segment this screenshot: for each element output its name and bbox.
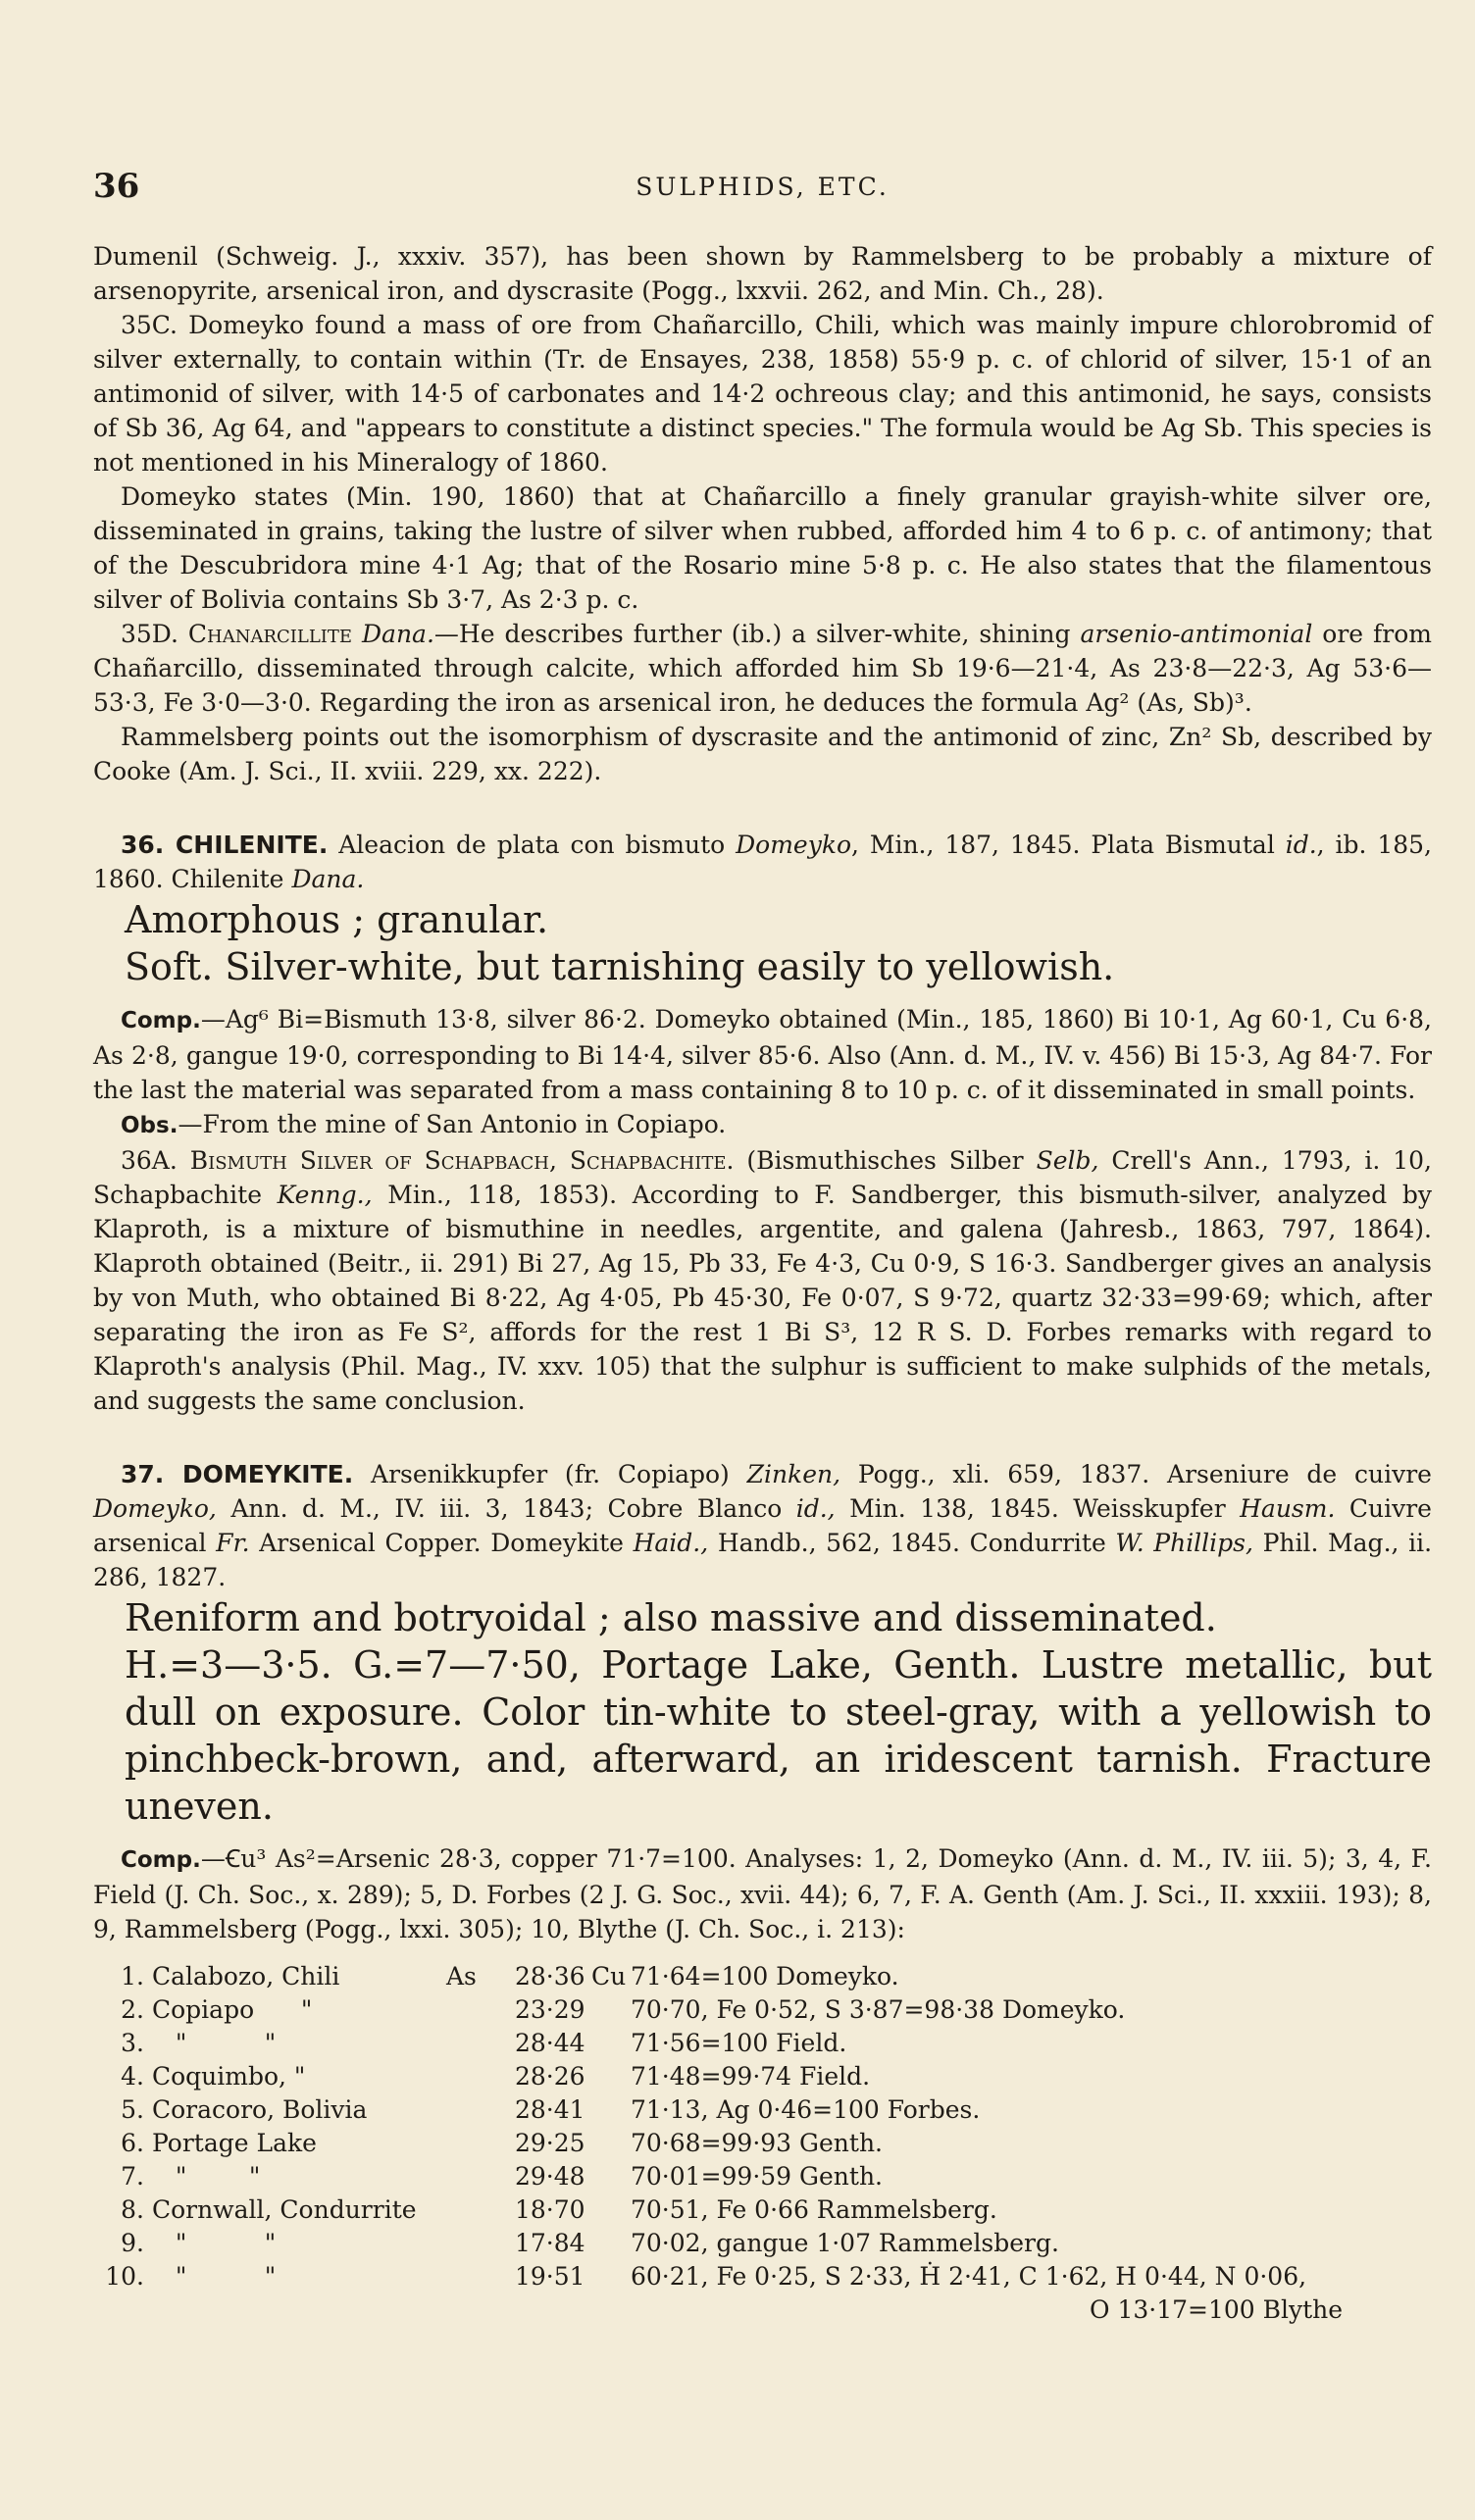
domeykite-composition bbox=[93, 1841, 1432, 1946]
chilenite-observations bbox=[93, 1107, 1432, 1143]
element-label bbox=[591, 2227, 631, 2260]
paragraph-35c: 35C. Domeyko found a mass of ore from Chañarcillo, Chili, which was mainly impure chlorobromid of silver externally, to contain within (Tr. de Ensayes, 238, 1858) 55·9 p. c. of chlorid of silver, 15·1 of an antimonid of silver, with 14·5 of carbonates and 14·2 ochreous clay; and this antimonid, he says, consists of Sb 36, Ag 64, and "appears to constitute a distinct species." The formula would be Ag Sb. This species is not mentioned in his Mineralogy of 1860. bbox=[93, 311, 1432, 477]
analysis-locality: Coracoro, Bolivia bbox=[152, 2095, 368, 2124]
arsenic-value: 23·29 bbox=[515, 1995, 585, 2024]
element-label: Cu bbox=[591, 1962, 627, 1991]
element-label bbox=[591, 2127, 631, 2160]
synonym-text: , ib. 185, 1860. Chilenite bbox=[93, 831, 1432, 893]
description-line: Soft. Silver-white, but tarnishing easily to yellowish. bbox=[125, 945, 1115, 988]
page-header bbox=[93, 167, 1432, 206]
analysis-locality: Cornwall, Condurrite bbox=[152, 2195, 417, 2224]
arsenic-value: 29·48 bbox=[515, 2162, 585, 2191]
mineral-name: Bismuth Silver of Schapbach, Schapbachite. bbox=[189, 1146, 735, 1175]
synonym-text: , Min., 187, 1845. Plata Bismutal bbox=[851, 831, 1275, 859]
paragraph-domeyko-states: Domeyko states (Min. 190, 1860) that at Chañarcillo a finely granular grayish-white silver ore, disseminated in grains, taking the lustre of silver when rubbed, afforded him 4 to 6 p. c. of antimony; that of the Descubridora mine 4·1 Ag; that of the Rosario mine 5·8 p. c. He also states that the filamentous silver of Bolivia contains Sb 3·7, As 2·3 p. c. bbox=[93, 482, 1432, 614]
analysis-locality: Coquimbo, " bbox=[152, 2062, 306, 2091]
description-line: H.=3—3·5. G.=7—7·50, Portage Lake, Genth. Lustre metallic, but dull on exposure. Color tin-white to steel-gray, with a yellowish to pinchbeck-brown, and, afterward, an iridescent tarnish. Fracture uneven. bbox=[125, 1643, 1432, 1828]
synonym-text: Phil. Mag., ii. 286, 1827. bbox=[93, 1529, 1433, 1591]
analysis-result: 70·01=99·59 Genth. bbox=[631, 2162, 883, 2191]
author-citation: Kenng., bbox=[277, 1181, 373, 1209]
arsenic-value: 29·25 bbox=[515, 2129, 585, 2157]
composition-text: —Ag⁶ Bi=Bismuth 13·8, silver 86·2. Domeyko obtained (Min., 185, 1860) Bi 10·1, Ag 60·1, Cu 6·8, As 2·8, gangue 19·0, corresponding to Bi 14·4, silver 85·6. Also (Ann. d. M., IV. v. 456) Bi 15·3, Ag 84·7. For the last the material was separated from a mass containing 8 to 10 p. c. of it disseminated in small points. bbox=[93, 1005, 1432, 1104]
species-heading-chilenite bbox=[93, 828, 1432, 896]
arsenic-value: 28·41 bbox=[515, 2095, 585, 2124]
analysis-locality: " " bbox=[152, 2162, 261, 2191]
running-head: SULPHIDS, ETC. bbox=[636, 173, 890, 201]
page-body bbox=[93, 239, 1432, 2327]
author-citation: Dana. bbox=[291, 865, 365, 893]
description-line: Amorphous ; granular. bbox=[125, 898, 549, 941]
text-run: (Bismuthisches Silber bbox=[746, 1146, 1024, 1175]
element-label bbox=[446, 2260, 515, 2293]
description-line: Reniform and botryoidal ; also massive and disseminated. bbox=[125, 1596, 1217, 1639]
analysis-number: 7. bbox=[121, 2162, 144, 2191]
element-label bbox=[446, 2160, 515, 2193]
author-citation: Dana. bbox=[362, 620, 434, 648]
table-row bbox=[105, 2027, 1306, 2060]
table-row bbox=[105, 1960, 1306, 1993]
analysis-locality: Copiapo " bbox=[152, 1995, 313, 2024]
element-label: As bbox=[446, 1962, 477, 1991]
chilenite-description bbox=[125, 896, 1432, 990]
author-citation: id. bbox=[1285, 831, 1317, 859]
analysis-number: 2. bbox=[121, 1995, 144, 2024]
synonym-text: Pogg., xli. 659, 1837. Arseniure de cuivre bbox=[857, 1460, 1432, 1488]
table-row bbox=[105, 2193, 1306, 2227]
arsenic-value: 17·84 bbox=[515, 2229, 585, 2257]
element-label bbox=[591, 2093, 631, 2127]
analysis-number: 9. bbox=[121, 2229, 144, 2257]
section-label: 36A. bbox=[121, 1146, 178, 1175]
text-run: Crell's Ann., 1793, i. 10, Schapbachite bbox=[93, 1146, 1433, 1209]
analysis-result: 70·68=99·93 Genth. bbox=[631, 2129, 883, 2157]
table-row bbox=[105, 2060, 1306, 2093]
element-label bbox=[591, 2260, 631, 2293]
synonym-text: Arsenical Copper. Domeykite bbox=[259, 1529, 624, 1557]
analysis-result: 71·48=99·74 Field. bbox=[631, 2062, 871, 2091]
species-number-name: 37. DOMEYKITE. bbox=[121, 1460, 354, 1488]
arsenic-value: 28·26 bbox=[515, 2062, 585, 2091]
table-row bbox=[105, 2227, 1306, 2260]
analysis-locality: " " bbox=[152, 2262, 277, 2291]
element-label bbox=[446, 1993, 515, 2027]
analysis-number: 6. bbox=[121, 2129, 144, 2157]
synonym-text: Arsenikkupfer (fr. Copiapo) bbox=[371, 1460, 730, 1488]
analysis-result: 71·56=100 Field. bbox=[631, 2029, 847, 2057]
author-citation: Selb, bbox=[1036, 1146, 1099, 1175]
text-run: —He describes further (ib.) a silver-white, shining bbox=[433, 620, 1071, 648]
author-citation: Fr. bbox=[216, 1529, 250, 1557]
table-row bbox=[105, 1993, 1306, 2027]
section-label: 35D. bbox=[121, 620, 178, 648]
synonym-text: Aleacion de plata con bismuto bbox=[338, 831, 726, 859]
element-label bbox=[446, 2127, 515, 2160]
element-label bbox=[446, 2227, 515, 2260]
arsenic-value: 28·44 bbox=[515, 2029, 585, 2057]
analysis-number: 5. bbox=[121, 2095, 144, 2124]
paragraph-rammelsberg: Rammelsberg points out the isomorphism of dyscrasite and the antimonid of zinc, Zn² Sb, described by Cooke (Am. J. Sci., II. xviii. 229, xx. 222). bbox=[93, 723, 1432, 785]
analysis-number: 1. bbox=[121, 1962, 144, 1991]
analysis-locality: " " bbox=[152, 2229, 277, 2257]
arsenic-value: 19·51 bbox=[515, 2262, 585, 2291]
analysis-number: 10. bbox=[105, 2262, 144, 2291]
chilenite-composition bbox=[93, 1002, 1432, 1107]
element-label bbox=[446, 2093, 515, 2127]
domeykite-description bbox=[125, 1594, 1432, 1830]
arsenic-value: 28·36 bbox=[515, 1962, 585, 1991]
element-label bbox=[591, 1993, 631, 2027]
table-row bbox=[105, 2260, 1306, 2293]
table-row bbox=[105, 2127, 1306, 2160]
arsenic-value: 18·70 bbox=[515, 2195, 585, 2224]
element-label bbox=[446, 2193, 515, 2227]
observations-label: Obs. bbox=[121, 1113, 178, 1138]
author-citation: Domeyko, bbox=[93, 1494, 217, 1523]
analysis-result: 71·13, Ag 0·46=100 Forbes. bbox=[631, 2095, 981, 2124]
author-citation: Zinken, bbox=[746, 1460, 841, 1488]
author-citation: Domeyko bbox=[736, 831, 852, 859]
composition-label: Comp. bbox=[121, 1008, 201, 1033]
table-row bbox=[105, 2093, 1306, 2127]
element-label bbox=[591, 2160, 631, 2193]
analysis-result: 71·64=100 Domeyko. bbox=[631, 1962, 899, 1991]
analysis-result: 70·70, Fe 0·52, S 3·87=98·38 Domeyko. bbox=[631, 1995, 1126, 2024]
author-citation: Hausm. bbox=[1240, 1494, 1336, 1523]
paragraph-35d bbox=[93, 617, 1432, 720]
paragraph-dumenil: Dumenil (Schweig. J., xxxiv. 357), has been shown by Rammelsberg to be probably a mixture of arsenopyrite, arsenical iron, and dyscrasite (Pogg., lxxvii. 262, and Min. Ch., 28). bbox=[93, 242, 1432, 305]
author-citation: Haid., bbox=[633, 1529, 709, 1557]
table-row bbox=[105, 2160, 1306, 2193]
composition-text: —Ꞓu³ As²=Arsenic 28·3, copper 71·7=100. Analyses: 1, 2, Domeyko (Ann. d. M., IV. iii. 5); 3, 4, F. Field (J. Ch. Soc., x. 289); 5, D. Forbes (2 J. G. Soc., xvii. 44); 6, 7, F. A. Genth (Am. J. Sci., II. xxxiii. 193); 8, 9, Rammelsberg (Pogg., lxxi. 305); 10, Blythe (J. Ch. Soc., i. 213): bbox=[93, 1844, 1432, 1943]
synonym-text: Min. 138, 1845. Weisskupfer bbox=[849, 1494, 1226, 1523]
analysis-number: 4. bbox=[121, 2062, 144, 2091]
analysis-locality: Portage Lake bbox=[152, 2129, 317, 2157]
species-number-name: 36. CHILENITE. bbox=[121, 831, 329, 859]
analysis-number: 3. bbox=[121, 2029, 144, 2057]
paragraph-36a bbox=[93, 1143, 1432, 1418]
analysis-continuation: O 13·17=100 Blythe bbox=[1090, 2295, 1344, 2324]
synonym-text: Cuivre arsenical bbox=[93, 1494, 1432, 1557]
analysis-result: 60·21, Fe 0·25, S 2·33, Ḣ 2·41, C 1·62, H 0·44, N 0·06, bbox=[631, 2262, 1307, 2291]
element-label bbox=[591, 2193, 631, 2227]
text-run: Min., 118, 1853). According to F. Sandberger, this bismuth-silver, analyzed by Klaproth, is a mixture of bismuthine in needles, argentite, and galena (Jahresb., 1863, 797, 1864). Klaproth obtained (Beitr., ii. 291) Bi 27, Ag 15, Pb 33, Fe 4·3, Cu 0·9, S 16·3. Sandberger gives an analysis by von Muth, who obtained Bi 8·22, Ag 4·05, Pb 45·30, Fe 0·07, S 9·72, quartz 32·33=99·69; which, after separating the iron as Fe S², affords for the rest 1 Bi S³, 12 R S. D. Forbes remarks with regard to Klaproth's analysis (Phil. Mag., IV. xxv. 105) that the sulphur is sufficient to make sulphids of the metals, and suggests the same conclusion. bbox=[93, 1181, 1432, 1415]
italic-term: arsenio-antimonial bbox=[1080, 620, 1313, 648]
analysis-result: 70·51, Fe 0·66 Rammelsberg. bbox=[631, 2195, 997, 2224]
synonym-text: Ann. d. M., IV. iii. 3, 1843; Cobre Blanco bbox=[230, 1494, 783, 1523]
analysis-number: 8. bbox=[121, 2195, 144, 2224]
analyses-table bbox=[105, 1960, 1432, 2327]
element-label bbox=[446, 2060, 515, 2093]
species-heading-domeykite bbox=[93, 1457, 1432, 1594]
analysis-result: 70·02, gangue 1·07 Rammelsberg. bbox=[631, 2229, 1059, 2257]
element-label bbox=[591, 2060, 631, 2093]
element-label bbox=[446, 2027, 515, 2060]
analysis-locality: Calabozo, Chili bbox=[152, 1962, 340, 1991]
mineral-name: Chanarcillite bbox=[187, 620, 353, 648]
author-citation: W. Phillips, bbox=[1115, 1529, 1253, 1557]
text-run: ore from Chañarcillo, disseminated through calcite, which afforded him Sb 19·6—21·4, As 23·8—22·3, Ag 53·6—53·3, Fe 3·0—3·0. Regarding the iron as arsenical iron, he deduces the formula Ag² (As, Sb)³. bbox=[93, 620, 1432, 717]
element-label bbox=[591, 2027, 631, 2060]
synonym-text: Handb., 562, 1845. Condurrite bbox=[717, 1529, 1106, 1557]
observations-text: —From the mine of San Antonio in Copiapo. bbox=[178, 1110, 727, 1138]
analysis-locality: " " bbox=[152, 2029, 277, 2057]
author-citation: id., bbox=[795, 1494, 836, 1523]
page-number: 36 bbox=[93, 167, 140, 206]
composition-label: Comp. bbox=[121, 1847, 201, 1873]
